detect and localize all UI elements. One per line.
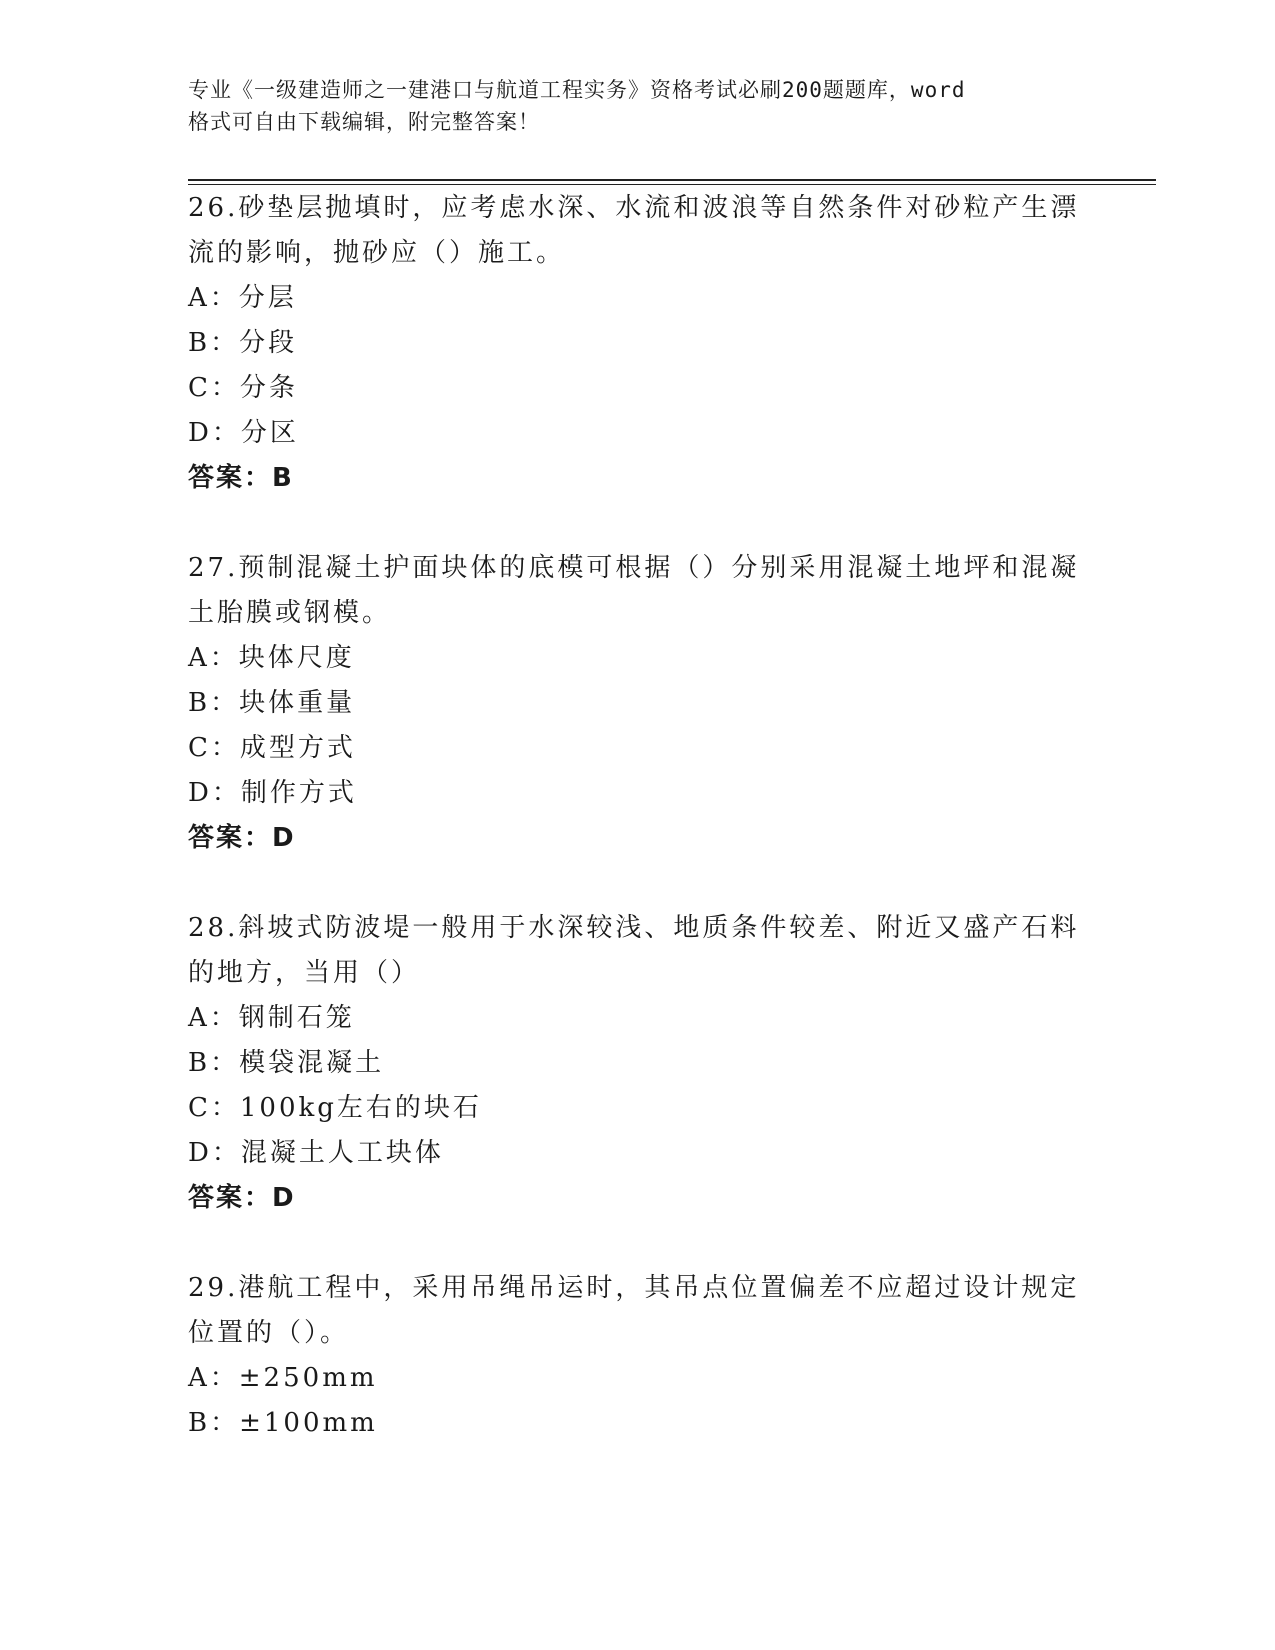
answer: 答案：B [188,463,294,493]
answer: 答案：D [188,1183,296,1213]
option-b: B：±100mm [188,1408,378,1438]
option-b: B：分段 [188,328,298,358]
option-d: D：分区 [188,418,299,448]
document-header [188,74,1068,138]
option-c: C：100kg左右的块石 [188,1093,482,1123]
question-stem-line: 28.斜坡式防波堤一般用于水深较浅、地质条件较差、附近又盛产石料 [188,913,1080,943]
option-c: C：分条 [188,373,298,403]
option-d: D：混凝土人工块体 [188,1138,444,1168]
question-26 [188,186,1088,501]
option-a: A：分层 [188,283,297,313]
question-28 [188,906,1088,1221]
option-a: A：块体尺度 [188,643,355,673]
question-stem-line: 29.港航工程中，采用吊绳吊运时，其吊点位置偏差不应超过设计规定 [188,1273,1080,1303]
question-29 [188,1266,1088,1446]
header-line-1: 专业《一级建造师之一建港口与航道工程实务》资格考试必刷200题题库，word [188,78,966,102]
header-line-2: 格式可自由下载编辑，附完整答案！ [188,110,540,134]
header-divider [188,179,1156,181]
option-b: B：块体重量 [188,688,356,718]
option-c: C：成型方式 [188,733,356,763]
answer: 答案：D [188,823,296,853]
question-27 [188,546,1088,861]
question-stem-line: 的地方，当用（） [188,958,421,988]
option-d: D：制作方式 [188,778,357,808]
question-stem-line: 27.预制混凝土护面块体的底模可根据（）分别采用混凝土地坪和混凝 [188,553,1080,583]
question-stem-line: 流的影响，抛砂应（）施工。 [188,238,566,268]
header-divider-thin [188,184,1156,185]
option-a: A：±250mm [188,1363,378,1393]
question-stem-line: 土胎膜或钢模。 [188,598,392,628]
question-stem-line: 位置的（）。 [188,1318,350,1348]
option-a: A：钢制石笼 [188,1003,355,1033]
question-stem-line: 26.砂垫层抛填时，应考虑水深、水流和波浪等自然条件对砂粒产生漂 [188,193,1080,223]
option-b: B：模袋混凝土 [188,1048,385,1078]
